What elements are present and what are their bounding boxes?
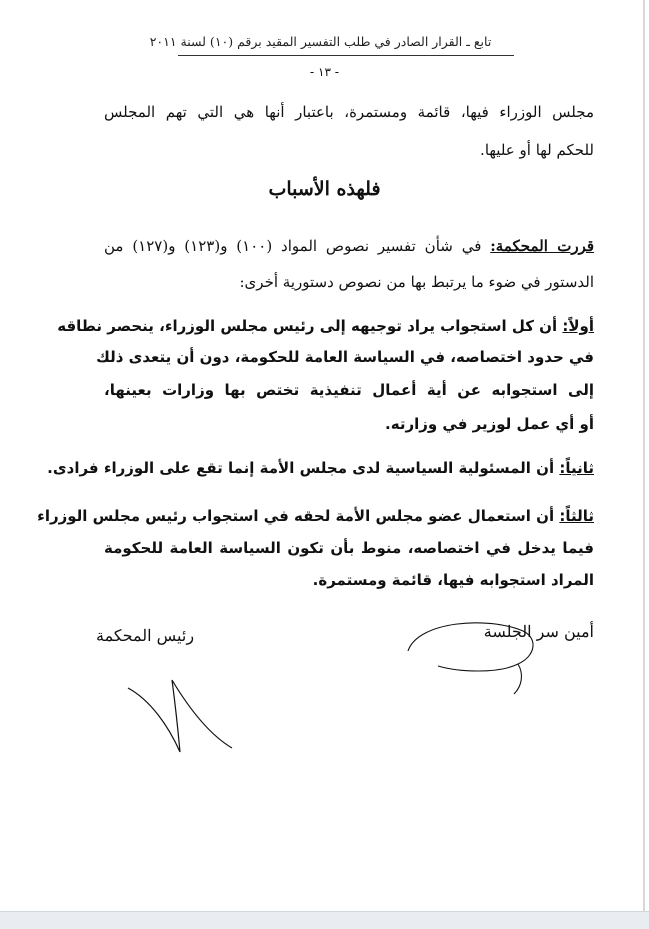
running-header: تابع ـ القرار الصادر في طلب التفسير المقيد برقم (١٠) لسنة ٢٠١١ — [149, 34, 492, 49]
session-secretary-signature — [398, 606, 548, 696]
third-line-1 — [37, 506, 594, 526]
first-line-3: إلى استجوابه عن أية أعمال تنفيذية تختص بها وزارات بعينها، — [104, 381, 594, 399]
court-president-label: رئيس المحكمة — [96, 626, 195, 645]
first-line-1 — [57, 316, 594, 336]
third-label: ثالثاً: — [559, 507, 594, 525]
third-line-3: المراد استجوابه فيها، قائمة ومستمرة. — [312, 571, 594, 589]
section-heading: فلهذه الأسباب — [268, 178, 381, 200]
first-line-2: في حدود اختصاصه، في السياسة العامة للحكومة، دون أن يتعدى ذلك — [96, 348, 594, 366]
intro-line-1: مجلس الوزراء فيها، قائمة ومستمرة، باعتبار أنها هي التي تهم المجلس — [104, 103, 594, 121]
intro-line-2: للحكم لها أو عليها. — [480, 141, 594, 159]
second-label: ثانياً: — [559, 459, 594, 477]
second-line — [47, 458, 594, 478]
third-line-1-text: أن استعمال عضو مجلس الأمة لحقه في استجواب رئيس مجلس الوزراء — [37, 507, 560, 525]
session-secretary-label: أمين سر الجلسة — [483, 622, 594, 641]
viewer-status-bar — [0, 911, 649, 929]
ruling-line-1 — [104, 236, 594, 256]
third-line-2: فيما يدخل في اختصاصه، منوط بأن تكون السياسة العامة للحكومة — [104, 539, 594, 557]
ruling-label: قررت المحكمة: — [490, 237, 595, 255]
ruling-line-2: الدستور في ضوء ما يرتبط بها من نصوص دستورية أخرى: — [239, 273, 594, 291]
header-divider — [178, 55, 514, 56]
second-text: أن المسئولية السياسية لدى مجلس الأمة إنما تقع على الوزراء فرادى. — [47, 459, 560, 477]
ruling-line-1-text: في شأن تفسير نصوص المواد (١٠٠) و(١٢٣) و(١٢٧) من — [104, 237, 491, 255]
first-line-1-text: أن كل استجواب يراد توجيهه إلى رئيس مجلس الوزراء، ينحصر نطاقه — [57, 317, 563, 335]
first-line-4: أو أي عمل لوزير في وزارته. — [385, 415, 594, 433]
page-edge-rule — [643, 0, 645, 912]
court-president-signature — [120, 640, 240, 760]
page-number: - ١٣ - — [309, 65, 340, 79]
first-label: أولاً: — [562, 317, 594, 335]
